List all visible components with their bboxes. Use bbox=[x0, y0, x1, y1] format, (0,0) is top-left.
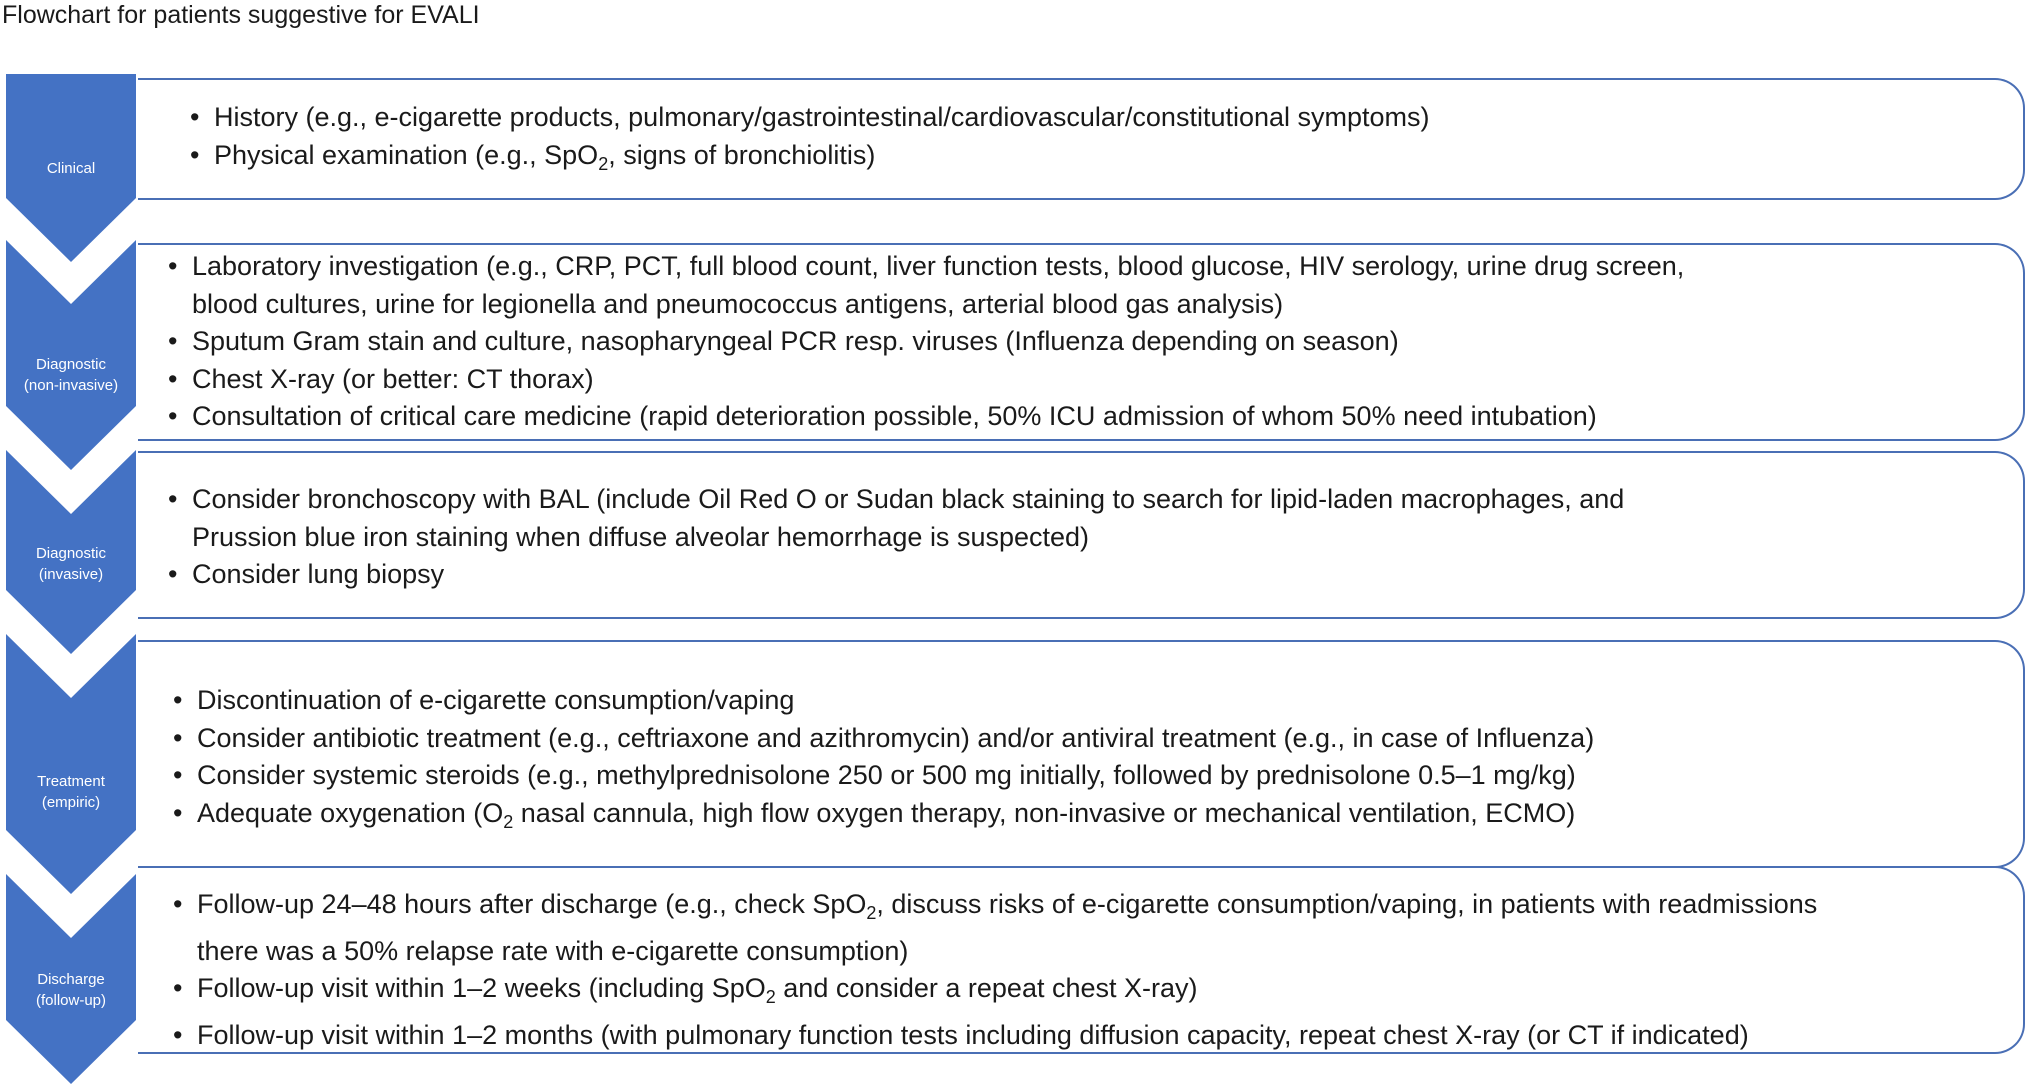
chevron-treatment bbox=[6, 634, 136, 894]
step-items-treatment bbox=[173, 682, 1594, 841]
list-item: • Sputum Gram stain and culture, nasopharyngeal PCR resp. viruses (Influenza depending on season) bbox=[168, 323, 1684, 361]
step-label-diagnostic-non-invasive bbox=[6, 354, 136, 396]
step-label-line: (follow-up) bbox=[35, 992, 107, 1009]
step-items-diagnostic-invasive bbox=[168, 481, 1624, 594]
step-label-discharge bbox=[6, 969, 136, 1011]
list-item: • Consider systemic steroids (e.g., methylprednisolone 250 or 500 mg initially, followed by prednisolone 0.5–1 mg/kg) bbox=[173, 757, 1594, 795]
list-item: • Follow-up visit within 1–2 months (with pulmonary function tests including diffusion capacity, repeat chest X-ray (or CT if indicated) bbox=[173, 1017, 1817, 1055]
step-label-line: Diagnostic bbox=[35, 545, 107, 562]
step-label-line: (non-invasive) bbox=[23, 377, 119, 394]
step-items-diagnostic-non-invasive bbox=[168, 248, 1684, 436]
list-item: • Consider bronchoscopy with BAL (include Oil Red O or Sudan black staining to search for lipid-laden macrophages, and Prussion blue iron staining when diffuse alveolar hemorrhage is suspected) bbox=[168, 481, 1624, 556]
step-label-line: (empiric) bbox=[41, 794, 101, 811]
list-item: • Consider lung biopsy bbox=[168, 556, 1624, 594]
list-item: • Physical examination (e.g., SpO$_2$, signs of bronchiolitis) bbox=[190, 137, 1430, 184]
step-label-treatment bbox=[6, 771, 136, 813]
list-item: • Follow-up 24–48 hours after discharge (e.g., check SpO$_2$, discuss risks of e-cigarette consumption/vaping, in patients with readmissions there was a 50% relapse rate with e-cigarette consumption) bbox=[173, 886, 1817, 970]
step-label-line: Discharge bbox=[37, 971, 105, 988]
step-items-clinical bbox=[190, 99, 1430, 183]
list-item: • Discontinuation of e-cigarette consumption/vaping bbox=[173, 682, 1594, 720]
list-item: • Adequate oxygenation ($O_2$ nasal cannula, high flow oxygen therapy, non-invasive or mechanical ventilation, ECMO) bbox=[173, 795, 1594, 842]
step-label-diagnostic-invasive bbox=[6, 543, 136, 585]
list-item: • History (e.g., e-cigarette products, pulmonary/gastrointestinal/cardiovascular/constitutional symptoms) bbox=[190, 99, 1430, 137]
step-label-line: Diagnostic bbox=[35, 356, 107, 373]
list-item: • Consider antibiotic treatment (e.g., ceftriaxone and azithromycin) and/or antiviral treatment (e.g., in case of Influenza) bbox=[173, 720, 1594, 758]
step-items-discharge bbox=[173, 886, 1817, 1054]
step-label-clinical bbox=[6, 158, 136, 179]
list-item: • Chest X-ray (or better: CT thorax) bbox=[168, 361, 1684, 399]
list-item: • Consultation of critical care medicine (rapid deterioration possible, 50% ICU admission of whom 50% need intubation) bbox=[168, 398, 1684, 436]
step-label-line: Treatment bbox=[37, 773, 105, 790]
step-label-line: (invasive) bbox=[38, 566, 104, 583]
step-label-line: Clinical bbox=[46, 160, 96, 177]
list-item: • Laboratory investigation (e.g., CRP, PCT, full blood count, liver function tests, blood glucose, HIV serology, urine drug screen, blood cultures, urine for legionella and pneumococcus antigens, arterial blood gas analysis) bbox=[168, 248, 1684, 323]
flowchart-title: Flowchart for patients suggestive for EVALI bbox=[2, 1, 480, 29]
list-item: • Follow-up visit within 1–2 weeks (including SpO$_2$ and consider a repeat chest X-ray) bbox=[173, 970, 1817, 1017]
